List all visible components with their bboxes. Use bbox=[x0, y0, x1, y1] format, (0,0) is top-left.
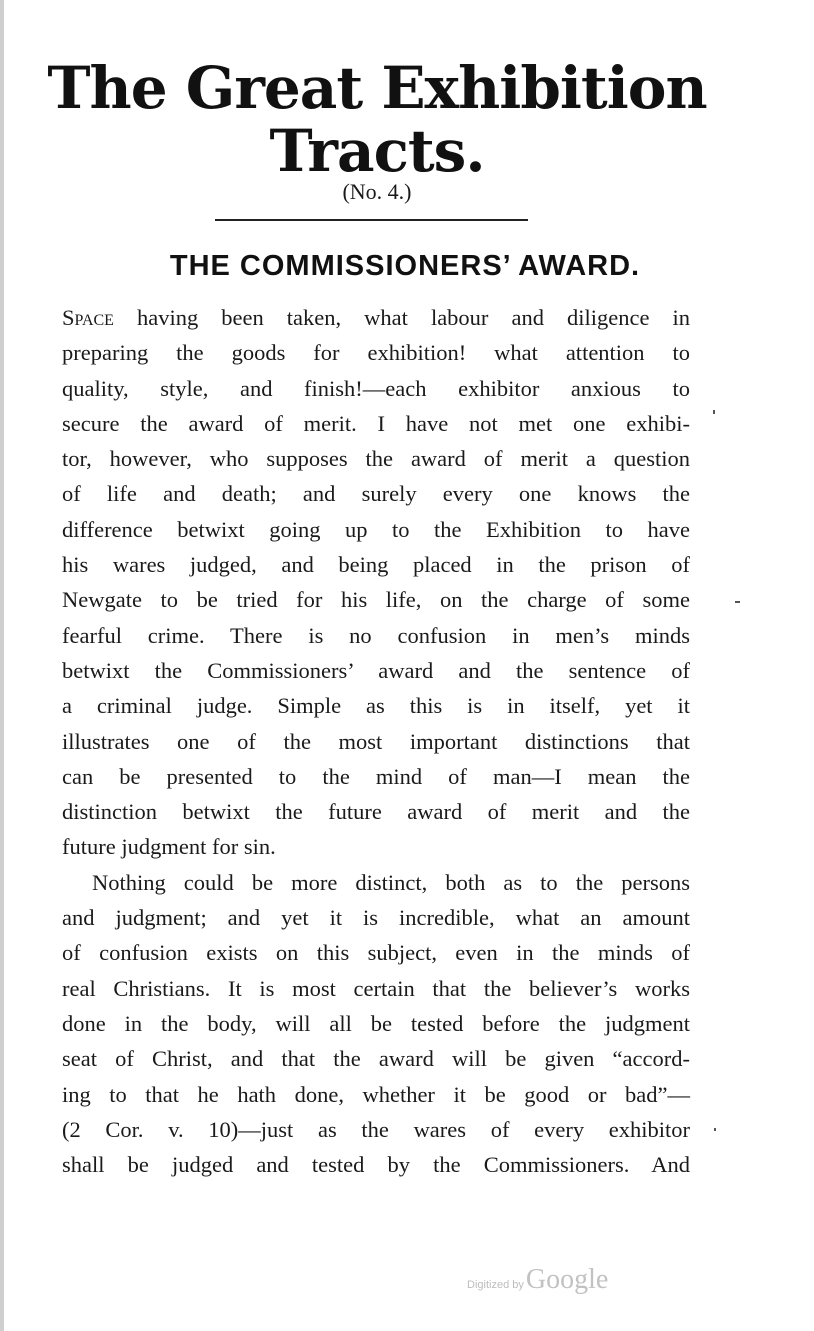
text-line: difference betwixt going up to the Exhibition to have bbox=[62, 516, 690, 542]
text-line: and judgment; and yet it is incredible, what an amount bbox=[62, 905, 690, 931]
text-line-content: having been taken, what labour and diligence in bbox=[113, 305, 690, 330]
text-line: done in the body, will all be tested before the judgment bbox=[62, 1010, 690, 1036]
text-line: future judgment for sin. bbox=[62, 834, 276, 860]
body-text bbox=[62, 300, 690, 1182]
text-line: Nothing could be more distinct, both as to the persons bbox=[92, 869, 690, 895]
text-line: Newgate to be tried for his life, on the charge of some bbox=[62, 587, 690, 613]
text-line: shall be judged and tested by the Commissioners. And bbox=[62, 1152, 690, 1178]
text-line: preparing the goods for exhibition! what attention to bbox=[62, 340, 690, 366]
scan-speck bbox=[714, 1128, 716, 1131]
watermark-prefix: Digitized by bbox=[467, 1279, 524, 1291]
title-divider bbox=[215, 219, 528, 221]
tract-number: (No. 4.) bbox=[342, 179, 412, 204]
text-line: his wares judged, and being placed in the prison of bbox=[62, 552, 690, 578]
text-line: of confusion exists on this subject, even in the minds of bbox=[62, 940, 690, 966]
text-line: ing to that he hath done, whether it be good or bad”— bbox=[62, 1081, 690, 1107]
drop-lead-word: Space bbox=[62, 305, 114, 330]
text-line: tor, however, who supposes the award of merit a question bbox=[62, 446, 690, 472]
paragraph-1 bbox=[62, 300, 690, 865]
text-line: distinction betwixt the future award of merit and the bbox=[62, 799, 690, 825]
title-line-2: Tracts. bbox=[269, 117, 485, 185]
section-heading: THE COMMISSIONERS’ AWARD. bbox=[169, 250, 641, 282]
text-line: can be presented to the mind of man—I mean the bbox=[62, 763, 690, 789]
text-line: a criminal judge. Simple as this is in itself, yet it bbox=[62, 693, 690, 719]
text-line: betwixt the Commissioners’ award and the sentence of bbox=[62, 657, 690, 683]
scan-speck bbox=[735, 601, 740, 603]
paragraph-2 bbox=[62, 865, 690, 1183]
text-line: secure the award of merit. I have not met one exhibi- bbox=[62, 410, 690, 436]
text-line: fearful crime. There is no confusion in men’s minds bbox=[62, 622, 690, 648]
text-line: of life and death; and surely every one knows the bbox=[62, 481, 690, 507]
title-line-1: The Great Exhibition bbox=[47, 54, 707, 122]
text-line: illustrates one of the most important distinctions that bbox=[62, 728, 690, 754]
watermark-brand: Google bbox=[525, 1264, 609, 1295]
scan-speck bbox=[713, 410, 715, 414]
text-line: seat of Christ, and that the award will be given “accord- bbox=[62, 1046, 690, 1072]
text-line bbox=[62, 300, 690, 335]
text-line: quality, style, and finish!—each exhibitor anxious to bbox=[62, 375, 690, 401]
text-line: (2 Cor. v. 10)—just as the wares of every exhibitor bbox=[62, 1116, 690, 1142]
digitized-watermark bbox=[467, 1264, 608, 1296]
text-line: real Christians. It is most certain that the believer’s works bbox=[62, 975, 690, 1001]
